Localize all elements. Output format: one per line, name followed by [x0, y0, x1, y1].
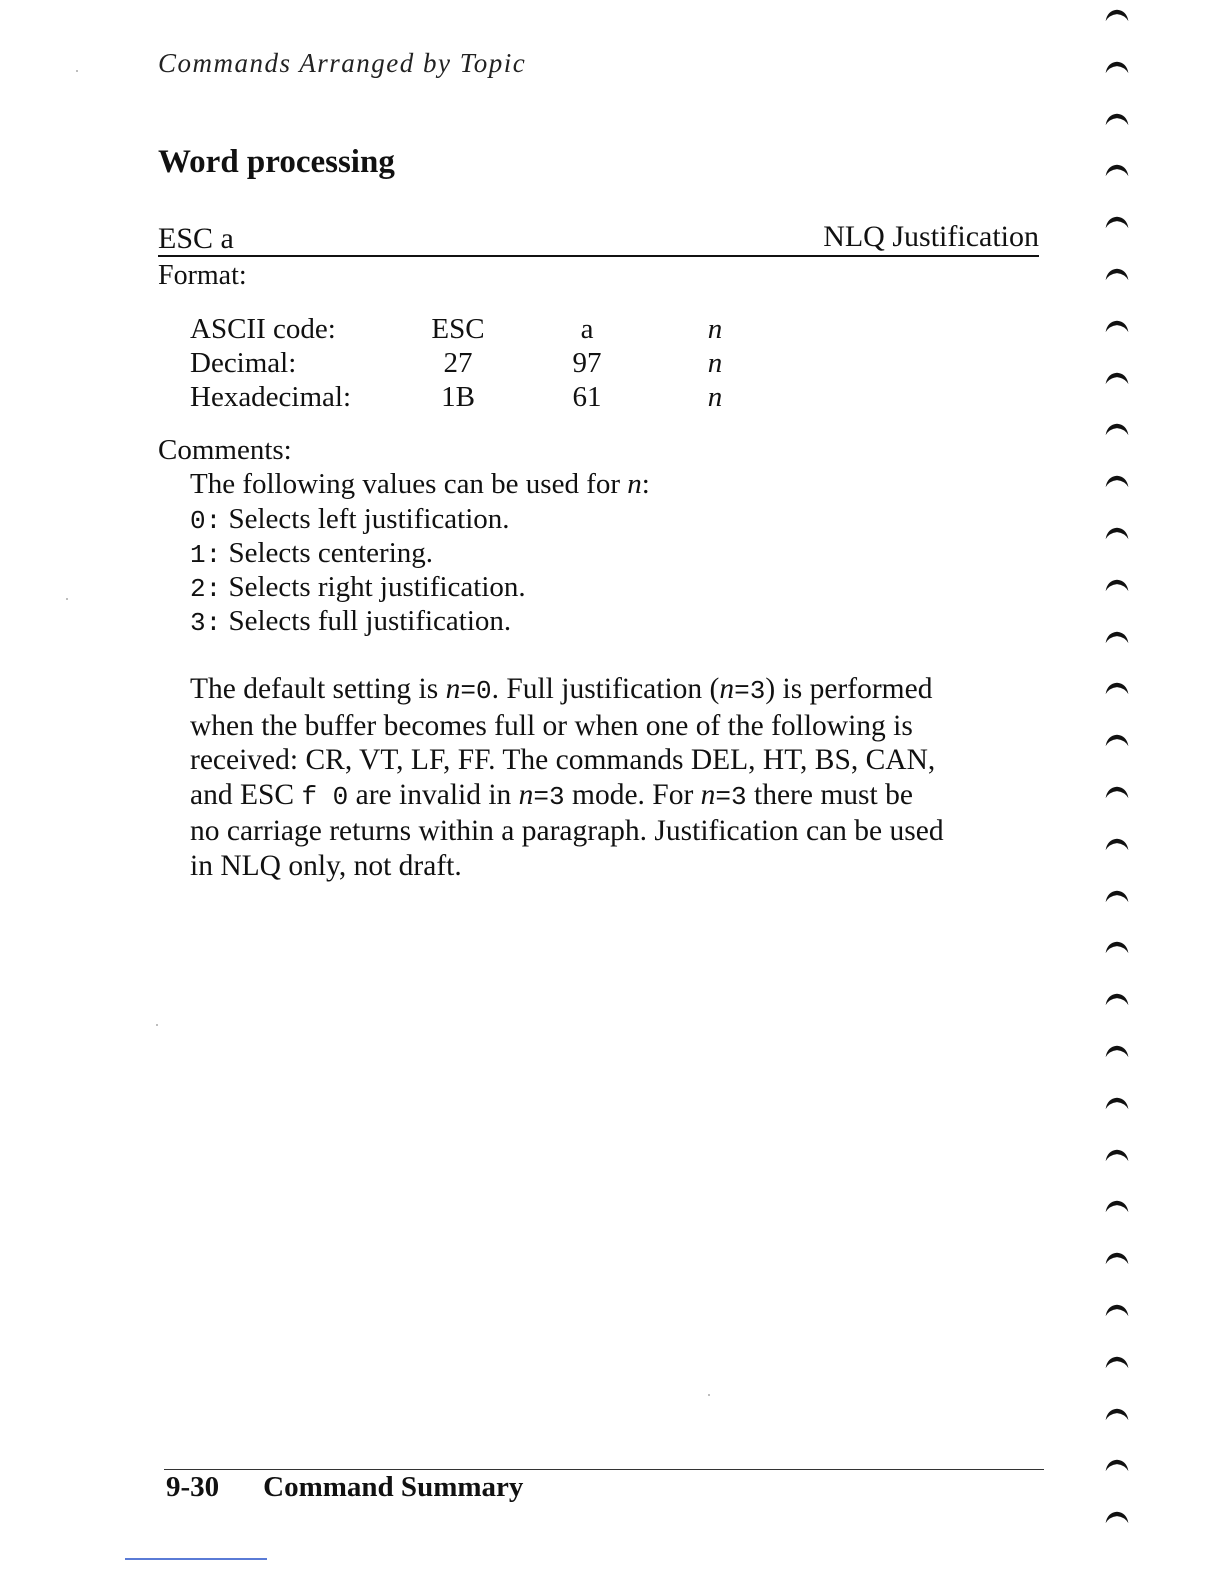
code-run: =3	[715, 781, 747, 812]
intro-end: :	[641, 468, 650, 500]
code-run: =3	[533, 781, 565, 812]
binding-hole	[1102, 1044, 1132, 1058]
code-run: f 0	[301, 781, 349, 812]
intro-text: The following values can be used for	[190, 468, 621, 500]
binding-hole	[1102, 992, 1132, 1006]
comments-intro	[190, 468, 650, 501]
text-run: are invalid in	[355, 778, 512, 811]
value-item	[190, 605, 511, 638]
value-text: Selects full justification.	[228, 605, 512, 637]
footer-divider	[164, 1469, 1044, 1470]
paragraph-line	[190, 778, 1050, 815]
format-cell: n	[707, 313, 723, 345]
binding-hole	[1102, 1096, 1132, 1110]
format-cell: 27	[443, 347, 473, 379]
binding-hole	[1102, 112, 1132, 126]
format-label: Format:	[158, 260, 247, 291]
value-text: Selects left justification.	[228, 503, 510, 535]
variable-n: n	[700, 778, 716, 811]
value-key: 3:	[190, 608, 222, 638]
binding-hole	[1102, 630, 1132, 644]
format-cell: 61	[572, 381, 602, 413]
value-item	[190, 503, 510, 536]
text-run: there must be	[754, 778, 913, 811]
binding-hole	[1102, 681, 1132, 695]
binding-hole	[1102, 837, 1132, 851]
code-run: =3	[734, 676, 766, 706]
binding-hole	[1102, 267, 1132, 281]
binding-hole	[1102, 1303, 1132, 1317]
format-cell: n	[707, 381, 723, 413]
binding-hole	[1102, 215, 1132, 229]
format-cell: a	[580, 313, 594, 345]
section-title: Word processing	[158, 144, 395, 180]
binding-hole	[1102, 733, 1132, 747]
variable-n: n	[518, 778, 534, 811]
binding-hole	[1102, 422, 1132, 436]
format-cell: ESC	[431, 313, 485, 345]
command-name: ESC a	[158, 222, 234, 255]
value-key: 2:	[190, 574, 222, 604]
scan-speck	[156, 1024, 158, 1026]
footer-title: Command Summary	[263, 1471, 524, 1503]
binding-hole	[1102, 371, 1132, 385]
value-key: 0:	[190, 506, 222, 536]
link-underline-mark	[125, 1558, 267, 1560]
binding-hole	[1102, 578, 1132, 592]
paragraph-line: in NLQ only, not draft.	[190, 849, 462, 882]
page-number: 9-30	[166, 1471, 220, 1503]
format-cell: n	[707, 347, 723, 379]
format-row-label: ASCII code:	[190, 313, 336, 345]
text-run: and ESC	[190, 778, 295, 811]
comments-paragraph	[190, 672, 1050, 883]
binding-hole	[1102, 1510, 1132, 1524]
binding-hole	[1102, 474, 1132, 488]
variable-n: n	[445, 673, 461, 705]
binding-hole	[1102, 1458, 1132, 1472]
variable-n: n	[627, 468, 642, 500]
text-run: mode. For	[572, 778, 694, 811]
code-run: =0	[460, 676, 492, 706]
value-text: Selects right justification.	[228, 571, 526, 603]
scan-speck	[66, 598, 68, 600]
binding-hole	[1102, 8, 1132, 22]
comments-label: Comments:	[158, 434, 292, 466]
binding-hole	[1102, 1199, 1132, 1213]
paragraph-line: no carriage returns within a paragraph. Justification can be used	[190, 815, 944, 847]
page-footer	[166, 1471, 523, 1504]
binding-hole	[1102, 889, 1132, 903]
binding-hole	[1102, 1355, 1132, 1369]
format-row-hex	[190, 381, 750, 415]
binding-hole	[1102, 1407, 1132, 1421]
format-row-decimal	[190, 347, 750, 381]
value-item	[190, 571, 526, 604]
binding-hole	[1102, 1148, 1132, 1162]
value-text: Selects centering.	[228, 537, 433, 569]
running-head: Commands Arranged by Topic	[158, 48, 527, 78]
variable-n: n	[719, 673, 735, 705]
text-run: . Full justification (	[491, 673, 720, 705]
value-item	[190, 537, 433, 570]
binding-hole	[1102, 163, 1132, 177]
paragraph-line	[190, 672, 1050, 709]
text-run: ) is performed	[765, 673, 933, 705]
command-divider	[158, 255, 1039, 257]
format-row-ascii	[190, 313, 750, 347]
text-run: The default setting is	[190, 673, 439, 705]
binding-hole	[1102, 785, 1132, 799]
binding-hole	[1102, 319, 1132, 333]
format-row-label: Decimal:	[190, 347, 297, 379]
binding-hole	[1102, 526, 1132, 540]
binding-hole	[1102, 940, 1132, 954]
scan-speck	[708, 1394, 710, 1396]
scan-speck	[76, 70, 78, 72]
format-cell: 97	[572, 347, 602, 379]
binding-hole	[1102, 60, 1132, 74]
command-description: NLQ Justification	[823, 220, 1039, 253]
binding-hole	[1102, 1251, 1132, 1265]
paragraph-line: received: CR, VT, LF, FF. The commands DEL, HT, BS, CAN,	[190, 744, 936, 776]
format-cell: 1B	[441, 381, 475, 413]
format-row-label: Hexadecimal:	[190, 381, 352, 413]
spiral-binding	[1102, 0, 1142, 1584]
paragraph-line: when the buffer becomes full or when one of the following is	[190, 709, 913, 742]
value-key: 1:	[190, 540, 222, 570]
